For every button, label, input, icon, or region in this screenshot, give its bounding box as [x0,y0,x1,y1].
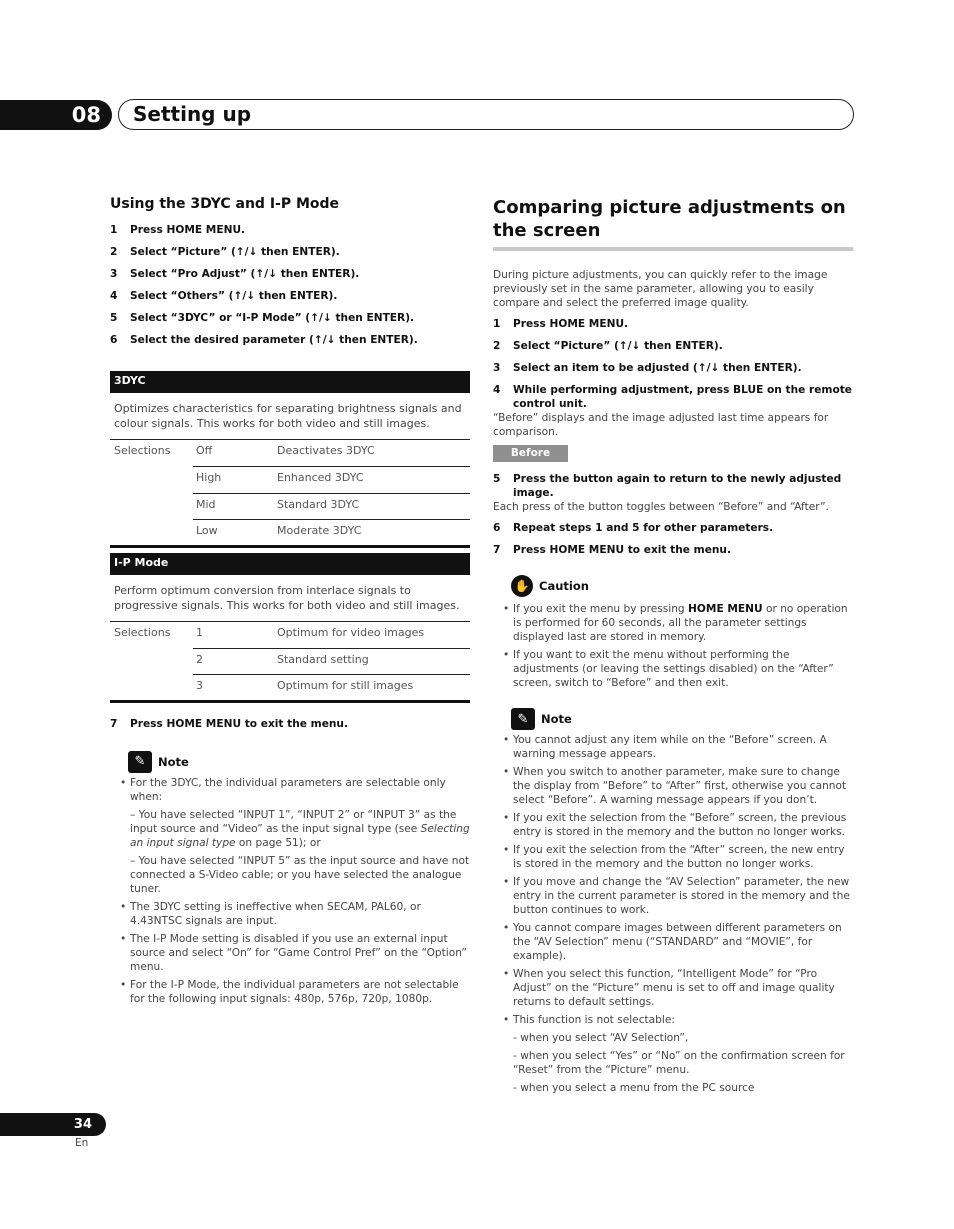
caution-heading [493,575,853,597]
option-value: High [193,467,276,494]
table-row [110,467,470,494]
list-item: • When you switch to another parameter, make sure to change the display from “Before” to “After” first, otherwise you cannot select “Before”. A warning message appears if you don’t. [493,765,853,807]
list-item: • This function is not selectable: [493,1013,853,1027]
param-block-ipmode [110,553,470,703]
step: 1 Press HOME MENU. [493,318,629,330]
section-heading-3dyc-ipmode: Using the 3DYC and I-P Mode [110,196,340,212]
step: 7 Press HOME MENU to exit the menu. [493,544,731,556]
page-number: 34 [0,1113,106,1136]
table-row [110,440,470,467]
step: 6 Select the desired parameter (↑/↓ then ENTER). [110,334,418,346]
list-item: - when you select “AV Selection”, [513,1032,689,1044]
list-item: • If you exit the selection from the “Before” screen, the previous entry is stored in the memory and the button no longer works. [493,811,853,839]
step: 2 Select “Picture” (↑/↓ then ENTER). [493,340,723,352]
option-desc: Standard 3DYC [276,493,470,520]
note-heading [110,751,470,773]
list-item: • If you move and change the “AV Selection” parameter, the new entry in the current parameter is stored in the memory and the button continues to work. [493,875,853,917]
option-value: 2 [193,648,276,675]
selections-label: Selections [114,444,171,457]
param-desc-ipmode: Perform optimum conversion from interlace signals to progressive signals. This works for both video and still images. [110,575,470,622]
step: 2 Select “Picture” (↑/↓ then ENTER). [110,246,340,258]
option-desc: Optimum for video images [276,622,470,649]
step: 3 Select an item to be adjusted (↑/↓ then ENTER). [493,362,802,374]
list-item: • If you want to exit the menu without performing the adjustments (or leaving the settings disabled) on the “After” screen, switch to “Before” and then exit. [493,648,853,690]
note-label: Note [158,754,189,769]
language-code: En [75,1137,89,1149]
caution-label: Caution [539,579,589,593]
table-row [110,520,470,547]
table-row [110,675,470,702]
option-desc: Optimum for still images [276,675,470,702]
list-item: – You have selected “INPUT 5” as the input source and have not connected a S-Video cable; or you have selected the analogue tuner. [130,854,470,895]
step: 5 Select “3DYC” or “I-P Mode” (↑/↓ then ENTER). [110,312,415,324]
step: 6 Repeat steps 1 and 5 for other parameters. [493,522,774,534]
list-item: • The 3DYC setting is ineffective when SECAM, PAL60, or 4.43NTSC signals are input. [110,900,470,928]
chapter-title: Setting up [118,99,854,130]
list-item: - when you select a menu from the PC source [513,1082,755,1094]
list-item: • When you select this function, “Intelligent Mode” for “Pro Adjust” on the “Picture” menu is set to off and image quality returns to default settings. [493,967,853,1009]
option-desc: Moderate 3DYC [276,520,470,547]
list-item: • The I-P Mode setting is disabled if you use an external input source and select “On” for “Game Control Pref” on the “Option” menu. [110,932,470,974]
option-value: Mid [193,493,276,520]
step: 3 Select “Pro Adjust” (↑/↓ then ENTER). [110,268,360,280]
param-title-ipmode: I-P Mode [110,553,470,575]
table-row [110,622,470,649]
option-value: Low [193,520,276,547]
list-item: • For the 3DYC, the individual parameters are selectable only when: [110,776,470,804]
note-heading [493,708,853,730]
table-row [110,493,470,520]
list-item: • If you exit the selection from the “After” screen, the new entry is stored in the memory and the button no longer works. [493,843,853,871]
pencil-note-icon: ✎ [128,751,152,773]
list-item: – You have selected “INPUT 1”, “INPUT 2” or “INPUT 3” as the input source and “Video” as the input signal type (see Selecting an input signal type on page 51); or [130,808,470,849]
option-value: 3 [193,675,276,702]
left-column [110,196,470,1010]
selections-label: Selections [114,625,171,639]
param-table-ipmode [110,622,470,703]
step: 4 Select “Others” (↑/↓ then ENTER). [110,290,338,302]
step: 4 While performing adjustment, press BLUE on the remote control unit. [493,384,852,410]
note-list [110,776,470,804]
heading-rule [493,247,853,251]
option-desc: Standard setting [276,648,470,675]
right-column [493,196,853,1099]
param-desc-3dyc: Optimizes characteristics for separating brightness signals and colour signals. This works for both video and still images. [110,393,470,440]
step-body: “Before” displays and the image adjusted last time appears for comparison. [493,412,829,438]
chapter-number-badge: 08 [0,100,112,130]
option-value: 1 [193,622,276,649]
table-row [110,648,470,675]
step: 5 Press the button again to return to the newly adjusted image. [493,473,842,499]
note-label: Note [541,712,572,726]
option-desc: Deactivates 3DYC [276,440,470,467]
step: 7 Press HOME MENU to exit the menu. [110,717,348,730]
caution-list [493,602,853,690]
option-value: Off [193,440,276,467]
list-item: • You cannot compare images between different parameters on the “AV Selection” menu (“STANDARD” and “MOVIE”, for example). [493,921,853,963]
note-list [493,733,853,1027]
list-item: • You cannot adjust any item while on the “Before” screen. A warning message appears. [493,733,853,761]
param-table-3dyc [110,440,470,548]
list-item: • For the I-P Mode, the individual parameters are not selectable for the following input signals: 480p, 576p, 720p, 1080p. [110,978,470,1006]
list-item: • If you exit the menu by pressing HOME MENU or no operation is performed for 60 seconds, all the parameter settings displayed last are stored in memory. [493,602,853,644]
step: 1 Press HOME MENU. [110,224,246,236]
option-desc: Enhanced 3DYC [276,467,470,494]
hand-caution-icon: ✋ [511,575,533,597]
intro-paragraph: During picture adjustments, you can quickly refer to the image previously set in the same parameter, allowing you to easily compare and select the preferred image quality. [493,269,828,309]
note-list [110,900,470,1006]
before-indicator: Before [493,445,568,462]
section-heading-comparing: Comparing picture adjustments on the screen [493,197,846,241]
step-body: Each press of the button toggles between “Before” and “After”. [493,501,829,513]
param-title-3dyc: 3DYC [110,371,470,393]
param-block-3dyc [110,371,470,548]
list-item: - when you select “Yes” or “No” on the confirmation screen for “Reset” from the “Picture” menu. [513,1050,845,1076]
pencil-note-icon: ✎ [511,708,535,730]
